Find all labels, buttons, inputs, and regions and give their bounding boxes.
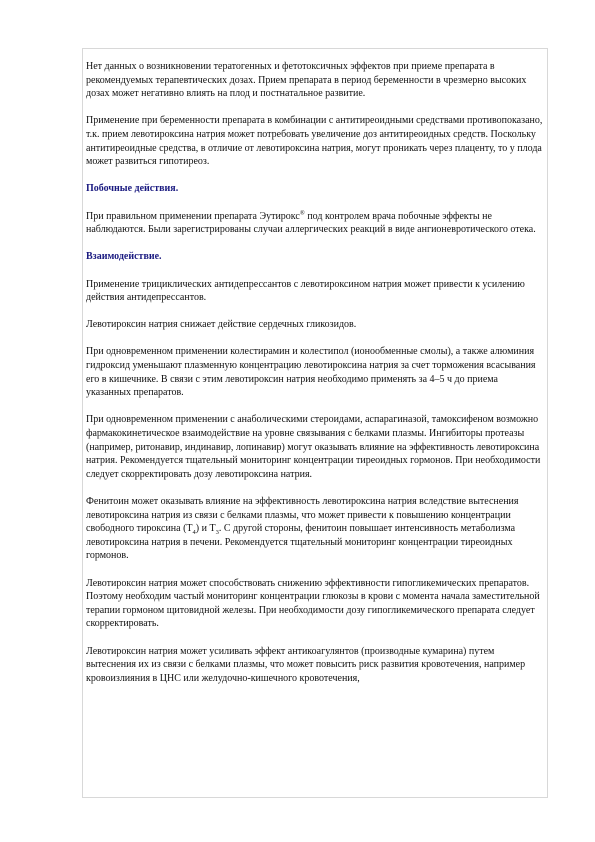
paragraph-antidepressants: Применение трициклических антидепрессантов с левотироксином натрия может привести к усилению действия антидепрессантов. xyxy=(86,278,525,304)
paragraph-colestyramine: При одновременном применении колестирамин и колестипол (ионообменные смолы), а также алюминия гидроксид уменьшают плазменную концентрацию левотироксина натрия за счет торможения всасывания его в кишечнике. В связи с этим левотироксин натрия необходимо применять за 4–5 ч до приема указанных препаратов. xyxy=(86,346,536,399)
phenytoin-text-b: ) и Т xyxy=(195,523,216,535)
paragraph-side-effects xyxy=(86,210,544,237)
paragraph-phenytoin xyxy=(86,495,544,563)
paragraph-glycosides: Левотироксин натрия снижает действие сердечных гликозидов. xyxy=(86,319,357,331)
document-content xyxy=(86,60,544,699)
phenytoin-text-a: Фенитоин может оказывать влияние на эффективность левотироксина натрия вследствие вытеснения левотироксина натрия из связи с белками плазмы, что может привести к повышению концентрации свободного тироксина (Т xyxy=(86,496,519,535)
side-effects-text-b: под контролем врача побочные эффекты не наблюдаются. Были зарегистрированы случаи аллергических реакций в виде ангионевротического отека. xyxy=(86,210,536,236)
heading-side-effects: Побочные действия. xyxy=(86,183,179,195)
registered-mark: ® xyxy=(299,209,305,217)
paragraph-anticoagulants: Левотироксин натрия может усиливать эффект антикоагулянтов (производные кумарина) путем вытеснения их из связи с белками плазмы, что может повысить риск развития кровотечения, например кровоизлияния в ЦНС или желудочно-кишечного кровотечения, xyxy=(86,645,526,684)
heading-interactions: Взаимодействие. xyxy=(86,251,162,263)
phenytoin-text-c: . С другой стороны, фенитоин повышает интенсивность метаболизма левотироксина натрия в печени. Рекомендуется тщательный мониторинг концентрации тиреоидных гормонов. xyxy=(86,523,516,562)
paragraph-pregnancy-teratogenic: Нет данных о возникновении тератогенных и фетотоксичных эффектов при приеме препарата в рекомендуемых терапевтических дозах. Прием препарата в период беременности в чрезмерно высоких дозах может негативно влиять на плод и постнатальное развитие. xyxy=(86,61,527,100)
paragraph-hypoglycemic: Левотироксин натрия может способствовать снижению эффективности гипогликемических препаратов. Поэтому необходим частый мониторинг концентрации глюкозы в крови с момента начала заместительной терапии гормоном щитовидной железы. При необходимости дозу гипогликемического препарата следует скорректировать. xyxy=(86,577,540,630)
t4-subscript: 4 xyxy=(192,529,196,537)
side-effects-text-a: При правильном применении препарата Эутирокс xyxy=(86,210,300,222)
paragraph-pregnancy-antithyroid: Применение при беременности препарата в комбинации с антитиреоидными средствами противопоказано, т.к. прием левотироксина натрия может потребовать увеличение доз антитиреоидных средств. Поскольку антитиреоидные средства, в отличие от левотироксина натрия, могут проникать через плаценту, то у плода может развиться гипотиреоз. xyxy=(86,115,543,168)
paragraph-steroids-protease: При одновременном применении с анаболическими стероидами, аспарагиназой, тамоксифеном возможно фармакокинетическое взаимодействие на уровне связывания с белками плазмы. Ингибиторы протеазы (например, ритонавир, индинавир, лопинавир) могут оказывать влияние на эффективность левотироксина натрия. Рекомендуется тщательный мониторинг концентрации тиреоидных гормонов. При необходимости следует скорректировать дозу левотироксина натрия. xyxy=(86,414,541,480)
t3-subscript: 3 xyxy=(215,529,219,537)
